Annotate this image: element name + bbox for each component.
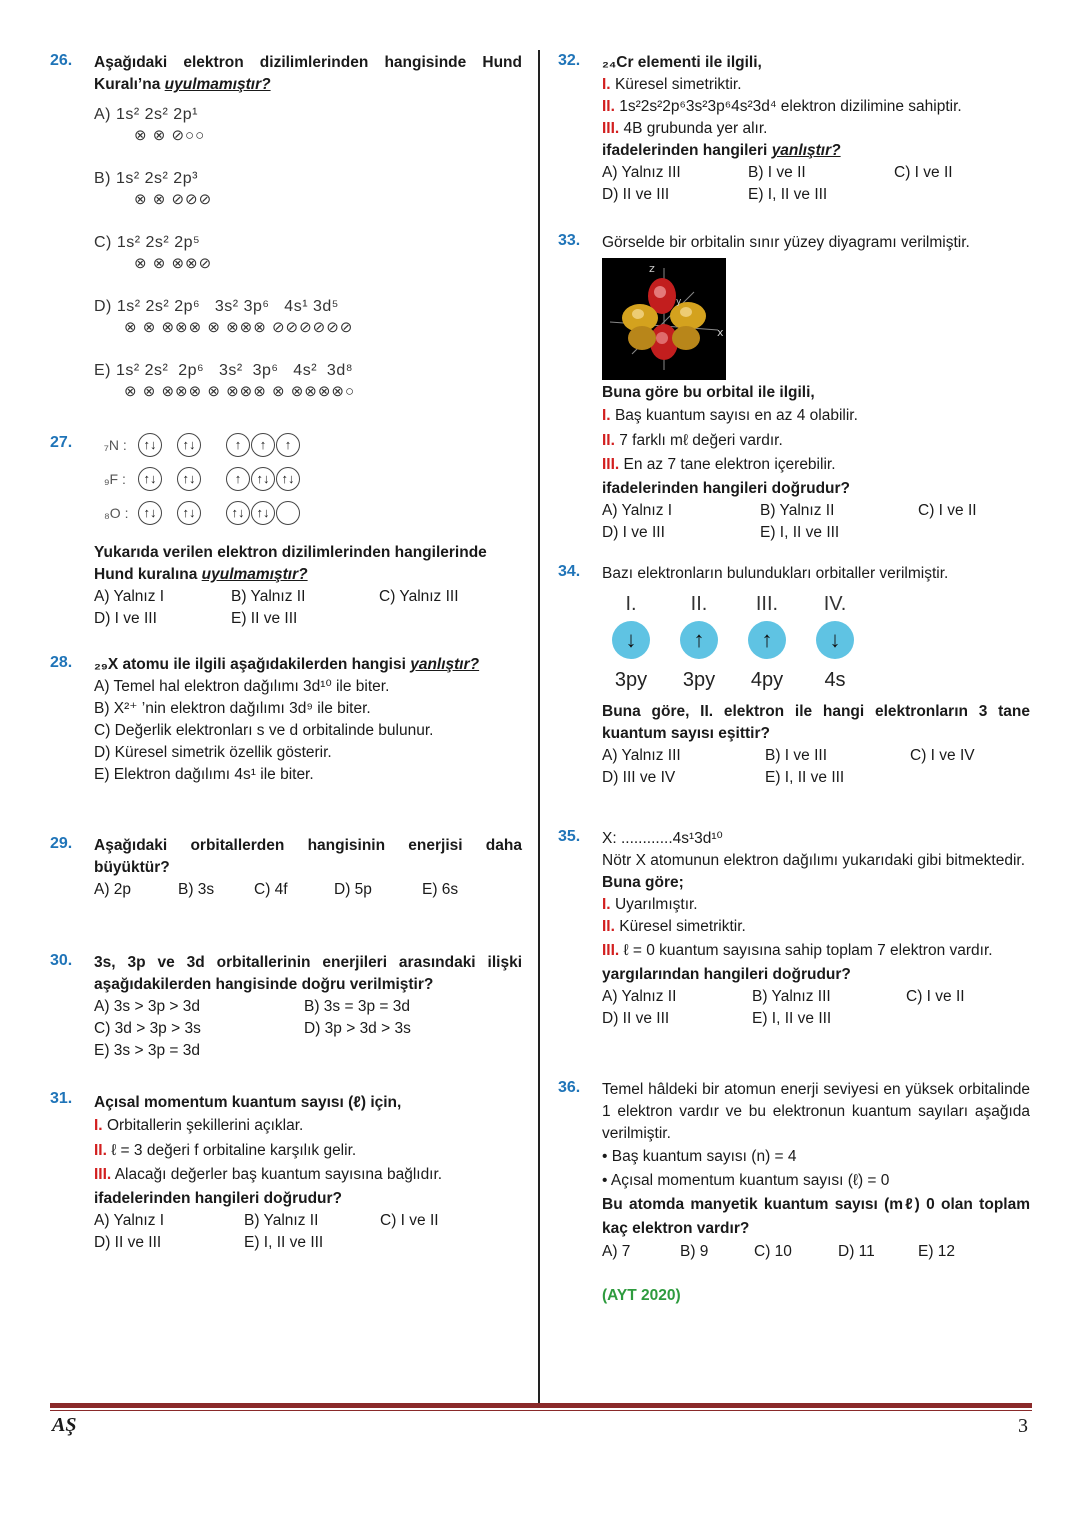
option-b[interactable]: B) Yalnız II — [760, 501, 835, 519]
option-c[interactable]: C) I ve II — [380, 1211, 439, 1229]
statement-list — [94, 1114, 522, 1188]
question-ask: yargılarından hangileri doğrudur? — [602, 966, 851, 983]
option-d[interactable]: D) Küresel simetrik özellik gösterir. — [94, 744, 332, 761]
option-d[interactable]: D) I ve III — [602, 523, 665, 541]
option-d[interactable]: D) 5p — [334, 881, 372, 898]
question-stem: Açısal momentum kuantum sayısı (ℓ) için, — [94, 1094, 402, 1111]
question-stem: Aşağıdaki elektron dizilimlerinden hangisinde Hund Kuralı’na uyulmamıştır? — [94, 54, 522, 93]
option-c[interactable]: C) 10 — [754, 1243, 792, 1260]
question-number: 30. — [50, 952, 73, 969]
spin-down-icon: ↓ — [816, 621, 854, 659]
question-number: 27. — [50, 434, 73, 451]
option-a[interactable]: A) Yalnız III — [602, 164, 681, 181]
question-ask: ifadelerinden hangileri doğrudur? — [602, 479, 851, 497]
question-stem: Görselde bir orbitalin sınır yüzey diyagramı verilmiştir. — [602, 234, 970, 251]
option-c[interactable]: C) I ve II — [918, 501, 977, 519]
option-c[interactable]: C) Yalnız III — [379, 588, 459, 605]
electron-1: I. ↓ 3py — [612, 593, 650, 691]
question-stem: ₂₄Cr elementi ile ilgili, — [602, 54, 762, 71]
question-ask: Buna göre, II. elektron ile hangi elektronların 3 tane kuantum sayısı eşittir? — [602, 703, 1030, 742]
option-a[interactable]: A) 1s² 2s² 2p¹ ⊗ ⊗ ⊘○○ — [94, 106, 206, 144]
option-c[interactable]: C) I ve II — [894, 164, 953, 181]
option-e[interactable]: E) I, II ve III — [760, 523, 840, 541]
electron-4: IV. ↓ 4s — [816, 593, 854, 691]
statement-list — [602, 404, 1030, 478]
page-number: 3 — [1018, 1415, 1028, 1437]
question-26 — [50, 52, 522, 424]
option-b[interactable]: B) 3s — [178, 881, 215, 898]
question-number: 28. — [50, 654, 73, 671]
question-number: 33. — [558, 232, 581, 249]
question-34 — [558, 563, 1030, 789]
axis-x-label: x — [717, 326, 724, 339]
question-stem: Aşağıdaki orbitallerden hangisinin enerjisi daha büyüktür? — [94, 837, 522, 876]
option-e[interactable]: E) 6s — [422, 881, 459, 898]
statement-1: I. Baş kuantum sayısı en az 4 olabilir. — [602, 407, 858, 424]
question-ask: ifadelerinden hangileri yanlıştır? — [602, 142, 841, 159]
question-stem: Yukarıda verilen elektron dizilimlerinden hangilerinde Hund kuralına uyulmamıştır? — [94, 544, 487, 583]
option-list — [602, 1241, 1030, 1263]
statement-2: II. 7 farklı mℓ değeri vardır. — [602, 431, 783, 449]
option-e[interactable]: E) I, II ve III — [752, 1010, 832, 1027]
question-number: 26. — [50, 52, 73, 69]
question-stem: Nötr X atomunun elektron dağılımı yukarıdaki gibi bitmektedir. — [602, 852, 1026, 869]
statement-list — [602, 74, 1030, 140]
question-stem: ₂₉X atomu ile ilgili aşağıdakilerden hangisi yanlıştır? — [94, 656, 480, 673]
option-c[interactable]: C) 3d > 3p > 3s — [94, 1020, 201, 1037]
question-number: 34. — [558, 563, 581, 580]
option-b[interactable]: B) I ve III — [765, 747, 828, 764]
option-a[interactable]: A) Yalnız II — [602, 988, 677, 1005]
statement-1: I. Orbitallerin şekillerini açıklar. — [94, 1117, 304, 1134]
column-divider — [538, 50, 540, 1403]
bullet-2: • Açısal momentum kuantum sayısı (ℓ) = 0 — [602, 1172, 890, 1189]
option-b[interactable]: B) Yalnız II — [244, 1211, 319, 1229]
question-33 — [558, 232, 1030, 544]
question-ask: ifadelerinden hangileri doğrudur? — [94, 1189, 343, 1207]
statement-2: II. Küresel simetriktir. — [602, 918, 746, 935]
statement-list — [602, 894, 1030, 964]
option-e[interactable]: E) 12 — [918, 1243, 956, 1260]
option-c[interactable]: C) 1s² 2s² 2p⁵ ⊗ ⊗ ⊗⊗⊘ — [94, 234, 213, 272]
question-stem: Temel hâldeki bir atomun enerji seviyesi en yüksek orbitalinde 1 elektron vardır ve bu elektronun kuantum sayıları aşağıda verilmiştir. — [602, 1081, 1030, 1142]
question-36 — [558, 1079, 1030, 1307]
statement-1: I. Uyarılmıştır. — [602, 896, 698, 913]
option-b[interactable]: B) 1s² 2s² 2p³ ⊗ ⊗ ⊘⊘⊘ — [94, 170, 213, 208]
source-label: (AYT 2020) — [602, 1287, 681, 1304]
axis-z-label: z — [649, 262, 655, 275]
option-list — [94, 879, 522, 901]
statement-1: I. Küresel simetriktir. — [602, 76, 742, 93]
option-list — [94, 104, 522, 424]
question-29 — [50, 835, 522, 901]
option-d[interactable]: D) 11 — [838, 1243, 875, 1260]
electron-3: III. ↑ 4py — [748, 593, 786, 691]
option-list — [94, 996, 522, 1062]
question-stem: 3s, 3p ve 3d orbitallerinin enerjileri arasındaki ilişki aşağıdakilerden hangisinde doğru verilmiştir? — [94, 954, 522, 993]
question-31 — [50, 1090, 522, 1254]
question-lead: Buna göre bu orbital ile ilgili, — [602, 384, 815, 401]
f-orbital-picture — [602, 258, 726, 380]
question-27 — [50, 428, 522, 630]
option-c[interactable]: C) Değerlik elektronları s ve d orbitalinde bulunur. — [94, 722, 434, 739]
diagram-row-n: ₇N : ↑↓ ↑↓ ↑ ↑ ↑ — [104, 428, 522, 462]
option-e[interactable]: E) I, II ve III — [244, 1233, 324, 1251]
option-e[interactable]: E) 1s² 2s² 2p⁶ 3s² 3p⁶ 4s² 3d⁸ ⊗ ⊗ ⊗⊗⊗ ⊗ ⊗⊗⊗ ⊗ ⊗⊗⊗⊗○ — [94, 362, 356, 400]
option-list — [94, 1210, 522, 1254]
option-d[interactable]: D) II ve III — [602, 186, 670, 203]
option-list — [94, 586, 522, 630]
option-e[interactable]: E) I, II ve III — [765, 769, 845, 786]
option-b[interactable]: B) Yalnız III — [752, 988, 831, 1005]
option-list — [94, 676, 522, 786]
option-list — [602, 986, 1030, 1030]
option-e[interactable]: E) II ve III — [231, 610, 298, 627]
orbital-diagram — [104, 428, 522, 530]
spin-down-icon: ↓ — [612, 621, 650, 659]
option-c[interactable]: C) I ve II — [906, 988, 965, 1005]
question-number: 35. — [558, 828, 581, 845]
option-a[interactable]: A) 3s > 3p > 3d — [94, 998, 200, 1015]
option-a[interactable]: A) Yalnız III — [602, 747, 681, 764]
option-b[interactable]: B) 3s = 3p = 3d — [304, 998, 410, 1015]
option-c[interactable]: C) I ve IV — [910, 747, 975, 764]
option-c[interactable]: C) 4f — [254, 881, 288, 898]
orbital-lobes — [602, 258, 726, 380]
footer-rule — [50, 1403, 1032, 1408]
option-b[interactable]: B) X²⁺ ’nin elektron dağılımı 3d⁹ ile biter. — [94, 700, 371, 717]
question-28 — [50, 654, 522, 786]
statement-3: III. En az 7 tane elektron içerebilir. — [602, 456, 836, 473]
question-ask: Bu atomda manyetik kuantum sayısı (mℓ) 0 olan toplam kaç elektron vardır? — [602, 1196, 1030, 1237]
electron-2: II. ↑ 3py — [680, 593, 718, 691]
option-d[interactable]: D) I ve III — [94, 610, 157, 627]
question-stem: Bazı elektronların bulundukları orbitaller verilmiştir. — [602, 565, 949, 582]
option-a[interactable]: A) Yalnız I — [94, 1211, 165, 1229]
option-d[interactable]: D) II ve III — [602, 1010, 670, 1027]
option-d[interactable]: D) 1s² 2s² 2p⁶ 3s² 3p⁶ 4s¹ 3d⁵ ⊗ ⊗ ⊗⊗⊗ ⊗ ⊗⊗⊗ ⊘⊘⊘⊘⊘⊘ — [94, 298, 354, 336]
question-lead: Buna göre; — [602, 874, 684, 891]
spin-up-icon: ↑ — [748, 621, 786, 659]
electron-list — [612, 593, 1030, 691]
question-number: 36. — [558, 1079, 581, 1096]
axis-y-label: y — [676, 297, 682, 307]
statement-3: III. Alacağı değerler baş kuantum sayısına bağlıdır. — [94, 1166, 443, 1183]
option-e[interactable]: E) 3s > 3p = 3d — [94, 1042, 200, 1059]
question-number: 29. — [50, 835, 73, 852]
spin-up-icon: ↑ — [680, 621, 718, 659]
option-b[interactable]: B) Yalnız II — [231, 588, 306, 605]
bullet-list — [602, 1145, 1030, 1193]
option-list — [602, 162, 1030, 206]
orbital-image — [602, 258, 1030, 380]
author-signature: AŞ — [52, 1414, 77, 1436]
option-a[interactable]: A) Yalnız I — [94, 588, 165, 605]
statement-3: III. 4B grubunda yer alır. — [602, 120, 768, 137]
question-number: 32. — [558, 52, 581, 69]
option-d[interactable]: D) III ve IV — [602, 769, 676, 786]
option-a[interactable]: A) Yalnız I — [602, 501, 673, 519]
diagram-row-o: ₈O : ↑↓ ↑↓ ↑↓ ↑↓ — [104, 496, 522, 530]
option-list — [602, 500, 1030, 544]
footer-rule-thin — [50, 1410, 1032, 1411]
question-32 — [558, 52, 1030, 206]
statement-2: II. ℓ = 3 değeri f orbitaline karşılık gelir. — [94, 1141, 357, 1159]
formula: X: ............4s¹3d¹⁰ — [602, 830, 723, 847]
option-b[interactable]: B) I ve II — [748, 164, 806, 181]
diagram-row-f: ₉F : ↑↓ ↑↓ ↑ ↑↓ ↑↓ — [104, 462, 522, 496]
statement-2: II. 1s²2s²2p⁶3s²3p⁶4s²3d⁴ elektron dizilimine sahiptir. — [602, 98, 962, 115]
option-e[interactable]: E) Elektron dağılımı 4s¹ ile biter. — [94, 766, 314, 783]
question-30 — [50, 952, 522, 1062]
option-a[interactable]: A) 2p — [94, 881, 132, 898]
statement-3: III. ℓ = 0 kuantum sayısına sahip toplam 7 elektron vardır. — [602, 942, 993, 959]
option-d[interactable]: D) 3p > 3d > 3s — [304, 1020, 411, 1037]
question-number: 31. — [50, 1090, 73, 1107]
option-e[interactable]: E) I, II ve III — [748, 186, 828, 203]
option-b[interactable]: B) 9 — [680, 1243, 709, 1260]
option-a[interactable]: A) 7 — [602, 1243, 631, 1260]
question-35 — [558, 828, 1030, 1030]
option-a[interactable]: A) Temel hal elektron dağılımı 3d¹⁰ ile biter. — [94, 678, 390, 695]
option-list — [602, 745, 1030, 789]
option-d[interactable]: D) II ve III — [94, 1233, 162, 1251]
bullet-1: • Baş kuantum sayısı (n) = 4 — [602, 1148, 797, 1165]
